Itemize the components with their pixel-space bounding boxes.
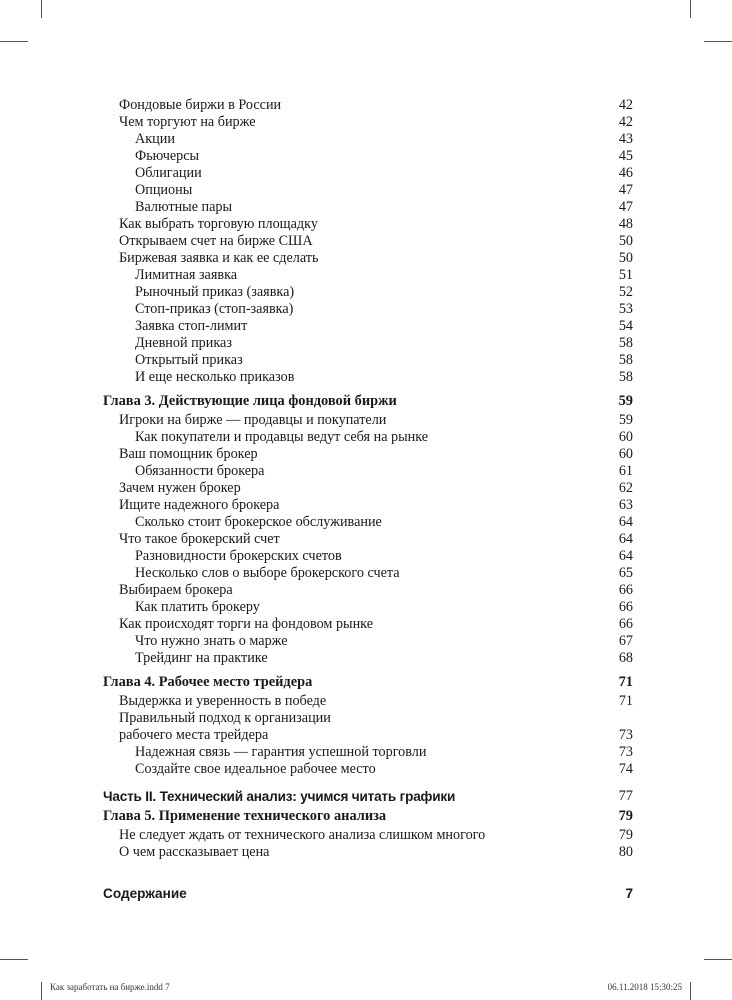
- toc-subsection: [103, 761, 633, 778]
- crop-mark-top-left: [41, 0, 42, 18]
- toc-entry-page: 79: [618, 827, 633, 843]
- toc-subsection: [103, 284, 633, 301]
- toc-entry-title: Как покупатели и продавцы ведут себя на рынке: [135, 429, 429, 445]
- toc-entry-title: Фондовые биржи в России: [119, 97, 282, 113]
- toc-entry-title: Лимитная заявка: [135, 267, 238, 283]
- toc-entry-page: 73: [618, 727, 633, 743]
- toc-entry-page: 66: [618, 616, 633, 632]
- running-footer-title: Содержание: [103, 886, 187, 901]
- toc-part-heading: [103, 788, 633, 805]
- toc-section: [103, 531, 633, 548]
- toc-entry-title: И еще несколько приказов: [135, 369, 295, 385]
- toc-entry-page: 66: [618, 599, 633, 615]
- toc-entry-title: Надежная связь — гарантия успешной торговли: [135, 744, 427, 760]
- toc-entry-title: Игроки на бирже — продавцы и покупатели: [119, 412, 387, 428]
- toc-entry-page: 77: [618, 788, 633, 804]
- toc-entry-page: 58: [618, 335, 633, 351]
- toc-subsection: [103, 165, 633, 182]
- toc-entry-page: 64: [618, 548, 633, 564]
- toc-entry-page: 60: [618, 429, 633, 445]
- toc-entry-title: Облигации: [135, 165, 202, 181]
- crop-mark-left-top: [0, 41, 28, 42]
- toc-entry-page: 43: [618, 131, 633, 147]
- toc-entry-page: 66: [618, 582, 633, 598]
- toc-subsection: [103, 429, 633, 446]
- toc-section: [103, 497, 633, 514]
- toc-entry-title: Открываем счет на бирже США: [119, 233, 313, 249]
- toc-entry-title: Рыночный приказ (заявка): [135, 284, 295, 300]
- toc-subsection: [103, 318, 633, 335]
- toc-entry-title: Что такое брокерский счет: [119, 531, 280, 547]
- toc-entry-page: 65: [618, 565, 633, 581]
- toc-entry-title: Сколько стоит брокерское обслуживание: [135, 514, 382, 530]
- page-number: 7: [625, 886, 633, 901]
- toc-entry-title: Чем торгуют на бирже: [119, 114, 256, 130]
- toc-entry-page: 67: [618, 633, 633, 649]
- toc-entry-page: 62: [618, 480, 633, 496]
- toc-entry-page: 53: [618, 301, 633, 317]
- toc-entry-page: 64: [618, 531, 633, 547]
- toc-entry-page: 79: [618, 808, 633, 824]
- toc-entry-title: Несколько слов о выборе брокерского счета: [135, 565, 400, 581]
- toc-entry-page: 73: [618, 744, 633, 760]
- toc-entry-title: Глава 5. Применение технического анализа: [103, 808, 387, 824]
- toc-entry-page: 54: [618, 318, 633, 334]
- toc-subsection: [103, 182, 633, 199]
- toc-subsection: [103, 548, 633, 565]
- toc-subsection: [103, 369, 633, 386]
- toc-entry-title: Создайте свое идеальное рабочее место: [135, 761, 376, 777]
- toc-entry-title: Как платить брокеру: [135, 599, 260, 615]
- toc-entry-title: Обязанности брокера: [135, 463, 265, 479]
- toc-entry-page: 45: [618, 148, 633, 164]
- crop-mark-right-bottom: [704, 959, 732, 960]
- toc-section: [103, 616, 633, 633]
- toc-entry-page: 47: [618, 199, 633, 215]
- crop-mark-left-bottom: [0, 959, 28, 960]
- toc-entry-title: Выбираем брокера: [119, 582, 233, 598]
- toc-section: [103, 693, 633, 710]
- toc-entry-page: 42: [618, 97, 633, 113]
- toc-subsection: [103, 650, 633, 667]
- toc-chapter-heading: [103, 393, 633, 410]
- toc-section: [103, 710, 633, 727]
- toc-subsection: [103, 599, 633, 616]
- toc-entry-page: 59: [618, 393, 633, 409]
- toc-entry-title: Биржевая заявка и как ее сделать: [119, 250, 319, 266]
- toc-entry-page: 50: [618, 233, 633, 249]
- toc-entry-page: 58: [618, 369, 633, 385]
- toc-entry-title: Опционы: [135, 182, 193, 198]
- toc-entry-page: 74: [618, 761, 633, 777]
- toc-chapter-heading: [103, 674, 633, 691]
- toc-section: [103, 233, 633, 250]
- toc-entry-page: 61: [618, 463, 633, 479]
- toc-entry-title: рабочего места трейдера: [119, 727, 269, 743]
- slug-file-info: Как заработать на бирже.indd 7: [50, 982, 170, 992]
- toc-entry-title: Как происходят торги на фондовом рынке: [119, 616, 374, 632]
- toc-subsection: [103, 514, 633, 531]
- toc-subsection: [103, 199, 633, 216]
- toc-entry-title: Правильный подход к организации: [119, 710, 331, 726]
- slug-timestamp: 06.11.2018 15:30:25: [607, 982, 682, 992]
- toc-entry-title: Зачем нужен брокер: [119, 480, 241, 496]
- toc-section: [103, 727, 633, 744]
- toc-entry-page: 52: [618, 284, 633, 300]
- toc-section: [103, 412, 633, 429]
- toc-entry-title: Валютные пары: [135, 199, 233, 215]
- toc-entry-page: 63: [618, 497, 633, 513]
- toc-subsection: [103, 267, 633, 284]
- toc-entry-title: Стоп-приказ (стоп-заявка): [135, 301, 294, 317]
- toc-entry-title: Разновидности брокерских счетов: [135, 548, 342, 564]
- toc-entry-title: Фьючерсы: [135, 148, 200, 164]
- toc-entry-page: 42: [618, 114, 633, 130]
- toc-entry-title: Часть II. Технический анализ: учимся читать графики: [103, 789, 456, 804]
- toc-entry-title: Глава 3. Действующие лица фондовой биржи: [103, 393, 397, 409]
- toc-section: [103, 480, 633, 497]
- toc-entry-page: 46: [618, 165, 633, 181]
- toc-entry-page: 80: [618, 844, 633, 860]
- toc-entry-title: Глава 4. Рабочее место трейдера: [103, 674, 313, 690]
- toc-entry-title: Акции: [135, 131, 175, 147]
- toc-chapter-heading: [103, 808, 633, 825]
- toc-entry-page: 71: [618, 674, 633, 690]
- toc-entry-page: 50: [618, 250, 633, 266]
- toc-entry-title: Ваш помощник брокер: [119, 446, 258, 462]
- toc-subsection: [103, 131, 633, 148]
- toc-entry-title: Выдержка и уверенность в победе: [119, 693, 327, 709]
- toc-subsection: [103, 352, 633, 369]
- toc-section: [103, 216, 633, 233]
- crop-mark-top-right: [690, 0, 691, 18]
- toc-subsection: [103, 335, 633, 352]
- table-of-contents: [103, 97, 633, 861]
- toc-section: [103, 97, 633, 114]
- toc-subsection: [103, 463, 633, 480]
- toc-entry-page: 64: [618, 514, 633, 530]
- toc-entry-page: 59: [618, 412, 633, 428]
- toc-subsection: [103, 148, 633, 165]
- toc-section: [103, 844, 633, 861]
- toc-subsection: [103, 744, 633, 761]
- toc-entry-page: 48: [618, 216, 633, 232]
- toc-entry-page: 47: [618, 182, 633, 198]
- toc-entry-page: 58: [618, 352, 633, 368]
- toc-entry-page: 51: [618, 267, 633, 283]
- toc-subsection: [103, 633, 633, 650]
- toc-section: [103, 582, 633, 599]
- toc-entry-page: 71: [618, 693, 633, 709]
- toc-entry-title: Что нужно знать о марже: [135, 633, 288, 649]
- toc-section: [103, 446, 633, 463]
- toc-section: [103, 114, 633, 131]
- toc-entry-page: 60: [618, 446, 633, 462]
- crop-mark-bottom-right: [690, 982, 691, 1000]
- toc-entry-title: Открытый приказ: [135, 352, 243, 368]
- toc-subsection: [103, 565, 633, 582]
- toc-entry-title: Заявка стоп-лимит: [135, 318, 248, 334]
- toc-section: [103, 827, 633, 844]
- toc-entry-title: Как выбрать торговую площадку: [119, 216, 318, 232]
- toc-entry-title: Не следует ждать от технического анализа слишком многого: [119, 827, 486, 843]
- toc-subsection: [103, 301, 633, 318]
- toc-section: [103, 250, 633, 267]
- crop-mark-right-top: [704, 41, 732, 42]
- toc-entry-title: Ищите надежного брокера: [119, 497, 280, 513]
- toc-entry-title: Трейдинг на практике: [135, 650, 268, 666]
- toc-entry-title: Дневной приказ: [135, 335, 232, 351]
- crop-mark-bottom-left: [41, 982, 42, 1000]
- toc-entry-page: 68: [618, 650, 633, 666]
- toc-entry-title: О чем рассказывает цена: [119, 844, 270, 860]
